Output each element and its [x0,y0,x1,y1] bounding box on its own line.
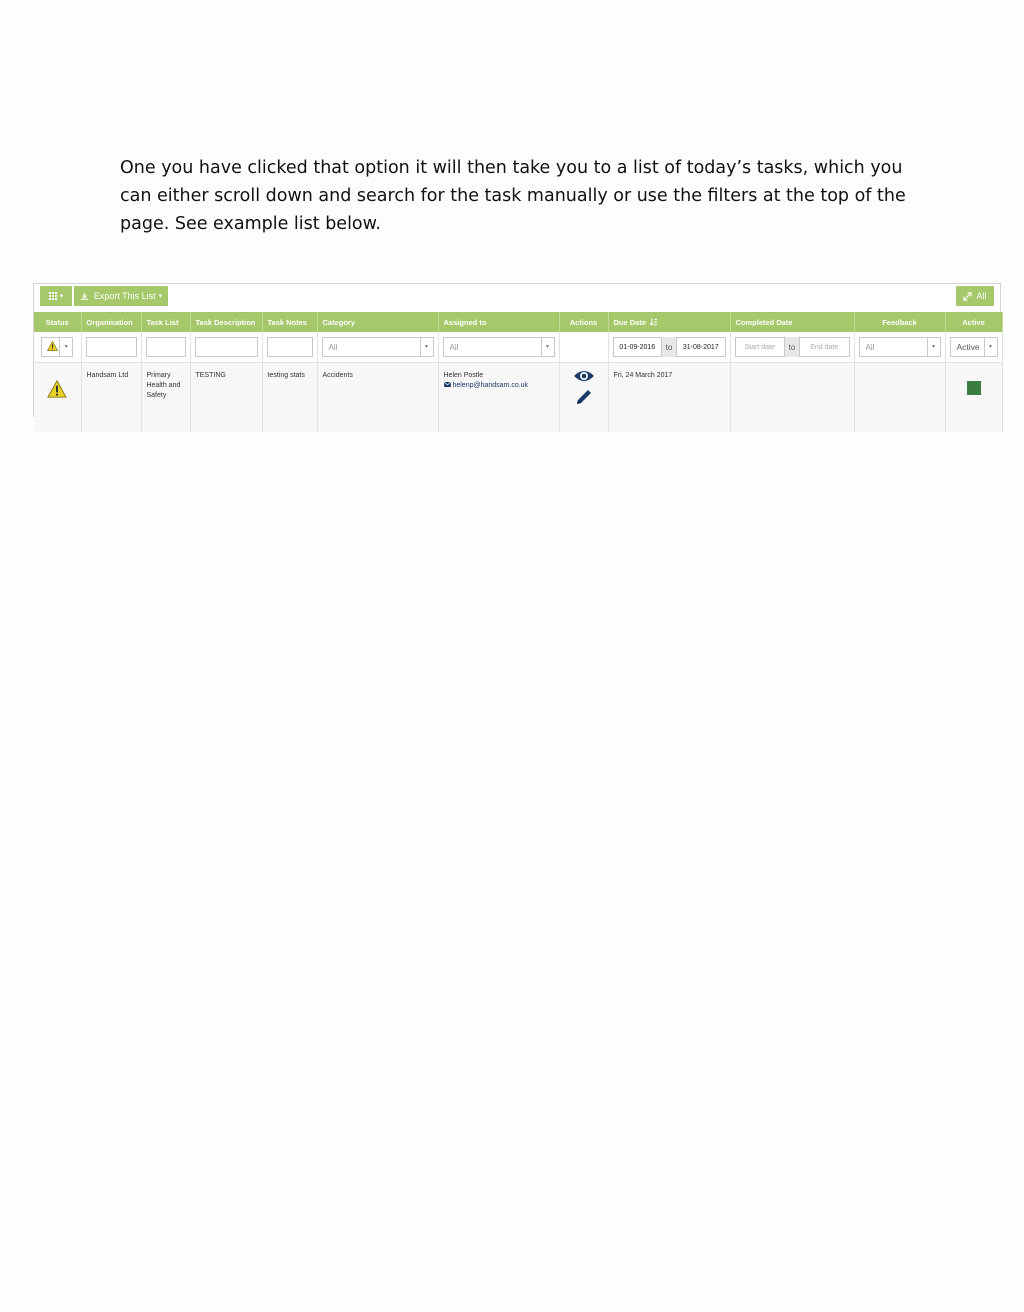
expand-all-label: All [976,291,987,301]
col-task-notes[interactable]: Task Notes [262,312,317,332]
completed-date-range [735,337,850,357]
col-task-description[interactable]: Task Description [190,312,262,332]
chevron-down-icon: ▼ [927,338,940,356]
table-row[interactable] [34,363,1002,433]
category-filter-value: All [328,342,338,352]
assigned-to-filter-value: All [449,342,459,352]
due-date-to-label: to [662,337,676,357]
column-view-button[interactable] [40,286,72,306]
cell-task-notes: testing stats [262,363,317,433]
cell-assigned-to [438,363,559,433]
completed-date-end[interactable]: End date [799,337,850,357]
feedback-filter[interactable] [859,337,941,357]
warning-icon [47,380,67,398]
active-indicator[interactable] [967,381,981,395]
cell-task-list: Primary Health and Safety [141,363,190,433]
expand-all-button[interactable] [956,286,994,306]
chevron-down-icon: ▼ [541,338,554,356]
header-row [34,312,1002,332]
col-status[interactable]: Status [34,312,81,332]
assigned-to-filter[interactable] [443,337,555,357]
organisation-filter[interactable] [86,337,137,357]
chevron-down-icon: ▾ [158,293,163,300]
completed-date-start[interactable]: Start date [735,337,786,357]
task-list-panel [33,283,1001,417]
cell-feedback [854,363,945,433]
chevron-down-icon: ▼ [984,338,997,356]
due-date-to[interactable]: 31-08-2017 [676,337,726,357]
cell-due-date: Fri, 24 March 2017 [608,363,730,433]
assigned-name: Helen Postle [443,372,484,379]
export-list-label: Export This List [93,291,156,301]
category-filter[interactable] [322,337,434,357]
col-feedback[interactable]: Feedback [854,312,945,332]
col-due-date: Due Date [613,317,647,327]
intro-paragraph: One you have clicked that option it will then take you to a list of today’s tasks, which you can either scroll down and search for the task manually or use the filters at the top of the page. See example list below. [120,158,906,234]
due-date-range [613,337,726,357]
cell-organisation: Handsam Ltd [81,363,141,433]
cell-completed-date [730,363,854,433]
cell-task-description: TESTING [190,363,262,433]
active-filter-value: Active [956,342,980,352]
active-filter[interactable] [950,337,998,357]
warning-icon [47,341,58,351]
pencil-icon[interactable] [574,387,594,407]
task-notes-filter[interactable] [267,337,313,357]
status-filter[interactable] [41,337,73,357]
sort-icon[interactable] [650,318,657,326]
chevron-down-icon: ▼ [420,338,433,356]
envelope-icon [444,382,451,387]
col-completed-date[interactable]: Completed Date [730,312,854,332]
chevron-down-icon: ▾ [59,293,64,300]
col-due-date-header[interactable] [608,312,730,332]
cell-category: Accidents [317,363,438,433]
task-table [34,312,1003,432]
assigned-email: helenp@handsam.co.uk [452,382,529,389]
feedback-filter-value: All [865,342,875,352]
col-task-list[interactable]: Task List [141,312,190,332]
col-organisation[interactable]: Organisation [81,312,141,332]
task-list-filter[interactable] [146,337,186,357]
expand-icon [963,292,972,301]
export-list-button[interactable] [74,286,168,306]
col-active[interactable]: Active [945,312,1002,332]
assigned-email-link[interactable] [444,381,554,391]
due-date-from[interactable]: 01-09-2016 [613,337,663,357]
export-icon [80,292,89,301]
filter-row [34,332,1002,363]
toolbar [40,286,994,310]
chevron-down-icon: ▼ [59,338,72,356]
col-assigned-to[interactable]: Assigned to [438,312,559,332]
eye-icon[interactable] [573,369,595,383]
completed-date-to-label: to [785,337,799,357]
col-actions: Actions [559,312,608,332]
col-category[interactable]: Category [317,312,438,332]
task-description-filter[interactable] [195,337,258,357]
grid-icon [49,292,57,300]
